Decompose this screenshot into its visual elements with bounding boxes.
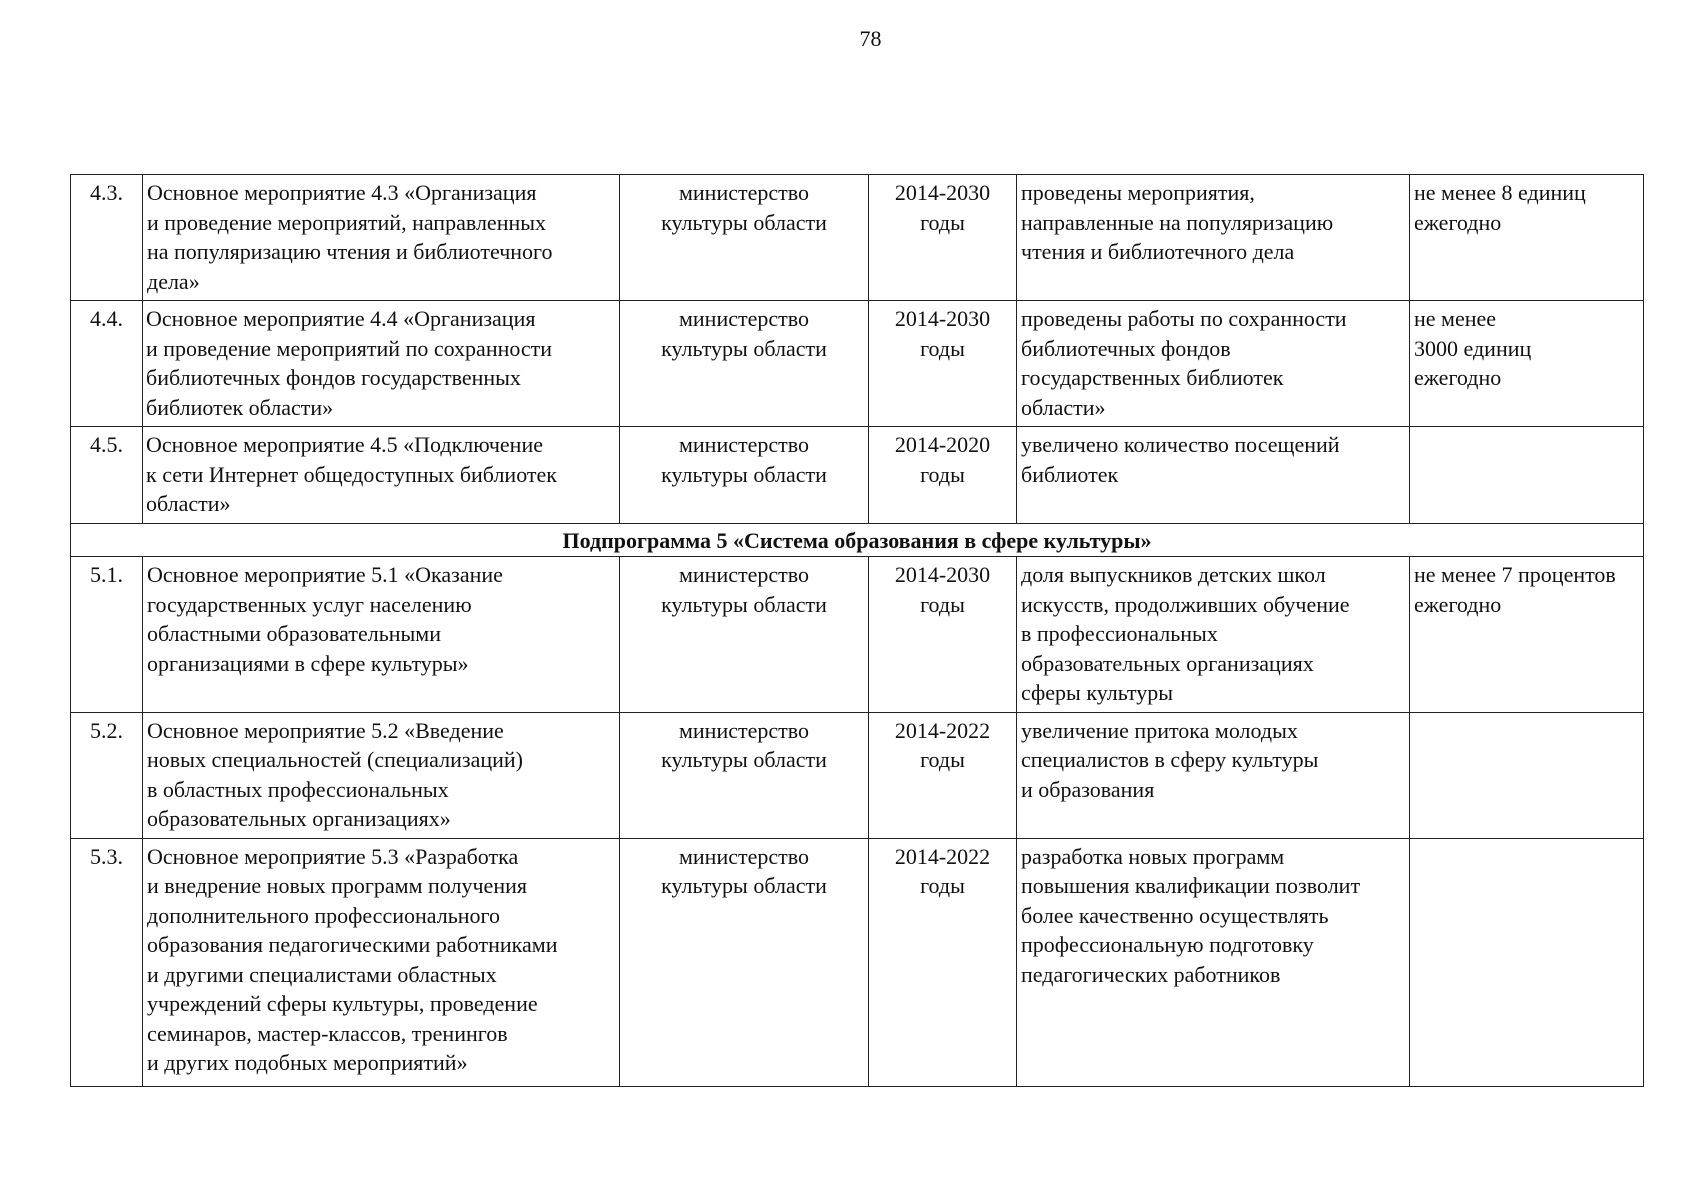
expected-result: разработка новых программ повышения квалификации позволит более качественно осуществлять профессиональную подготовку педагогических работников — [1017, 838, 1410, 1086]
implementation-period: 2014-2022 годы — [869, 712, 1017, 838]
expected-result: увеличение притока молодых специалистов в сферу культуры и образования — [1017, 712, 1410, 838]
target-value — [1410, 712, 1644, 838]
target-value: не менее 7 процентов ежегодно — [1410, 557, 1644, 713]
implementation-period: 2014-2030 годы — [869, 557, 1017, 713]
table-row — [71, 175, 1644, 301]
row-number: 4.5. — [71, 427, 143, 524]
activity-name: Основное мероприятие 5.3 «Разработка и внедрение новых программ получения дополнительного профессионального образования педагогическими работниками и другими специалистами областных учреждений сферы культуры, проведение семинаров, мастер-классов, тренингов и других подобных мероприятий» — [143, 838, 620, 1086]
responsible-executor: министерство культуры области — [620, 712, 869, 838]
responsible-executor: министерство культуры области — [620, 838, 869, 1086]
table-row — [71, 838, 1644, 1086]
row-number: 5.2. — [71, 712, 143, 838]
expected-result: проведены мероприятия, направленные на популяризацию чтения и библиотечного дела — [1017, 175, 1410, 301]
activity-name: Основное мероприятие 5.1 «Оказание государственных услуг населению областными образовательными организациями в сфере культуры» — [143, 557, 620, 713]
table-row — [71, 427, 1644, 524]
table-row — [71, 301, 1644, 427]
responsible-executor: министерство культуры области — [620, 557, 869, 713]
row-number: 5.1. — [71, 557, 143, 713]
row-number: 4.4. — [71, 301, 143, 427]
row-number: 4.3. — [71, 175, 143, 301]
target-value: не менее 8 единиц ежегодно — [1410, 175, 1644, 301]
responsible-executor: министерство культуры области — [620, 175, 869, 301]
responsible-executor: министерство культуры области — [620, 301, 869, 427]
target-value — [1410, 838, 1644, 1086]
activity-name: Основное мероприятие 5.2 «Введение новых специальностей (специализаций) в областных профессиональных образовательных организациях» — [143, 712, 620, 838]
table-row — [71, 712, 1644, 838]
activity-name: Основное мероприятие 4.4 «Организация и проведение мероприятий по сохранности библиотечных фондов государственных библиотек области» — [143, 301, 620, 427]
implementation-period: 2014-2020 годы — [869, 427, 1017, 524]
row-number: 5.3. — [71, 838, 143, 1086]
target-value — [1410, 427, 1644, 524]
implementation-period: 2014-2030 годы — [869, 301, 1017, 427]
responsible-executor: министерство культуры области — [620, 427, 869, 524]
program-activities-table — [70, 174, 1644, 1087]
activity-name: Основное мероприятие 4.3 «Организация и проведение мероприятий, направленных на популяризацию чтения и библиотечного дела» — [143, 175, 620, 301]
implementation-period: 2014-2030 годы — [869, 175, 1017, 301]
expected-result: доля выпускников детских школ искусств, продолживших обучение в профессиональных образовательных организациях сферы культуры — [1017, 557, 1410, 713]
expected-result: увеличено количество посещений библиотек — [1017, 427, 1410, 524]
implementation-period: 2014-2022 годы — [869, 838, 1017, 1086]
expected-result: проведены работы по сохранности библиотечных фондов государственных библиотек области» — [1017, 301, 1410, 427]
activity-name: Основное мероприятие 4.5 «Подключение к сети Интернет общедоступных библиотек области» — [143, 427, 620, 524]
subprogram-header-row — [71, 523, 1644, 557]
table-row — [71, 557, 1644, 713]
target-value: не менее 3000 единиц ежегодно — [1410, 301, 1644, 427]
page-number: 78 — [859, 26, 882, 51]
subprogram-title: Подпрограмма 5 «Система образования в сфере культуры» — [71, 523, 1644, 557]
